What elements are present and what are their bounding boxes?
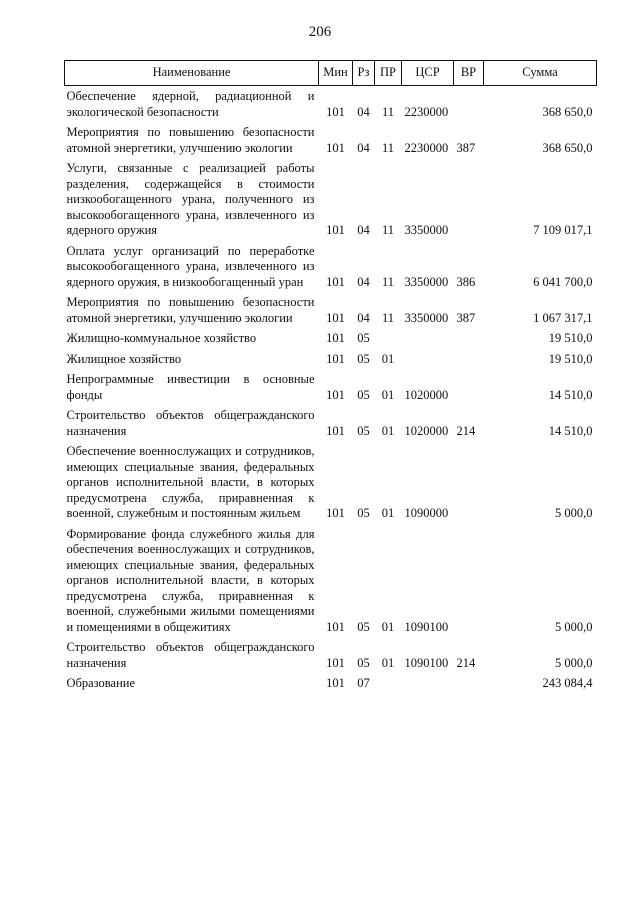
cell-sum: 14 510,0 — [548, 387, 593, 402]
cell-sum: 7 109 017,1 — [533, 223, 593, 237]
cell-rz: 05 — [357, 655, 370, 670]
cell-pr: 01 — [381, 423, 395, 438]
cell-min: 101 — [326, 619, 345, 634]
table-row — [65, 671, 597, 692]
cell-pr: 01 — [381, 506, 395, 520]
cell-rz: 05 — [357, 387, 370, 402]
table-row — [65, 326, 597, 347]
cell-min: 101 — [326, 310, 345, 325]
cell-sum: 6 041 700,0 — [533, 274, 593, 289]
cell-min: 101 — [326, 387, 345, 402]
cell-rz: 05 — [357, 331, 370, 345]
cell-csr: 1090000 — [404, 506, 449, 520]
header-vr: ВР — [454, 61, 484, 86]
cell-sum: 19 510,0 — [548, 331, 593, 345]
cell-name: Строительство объектов общегражданского назначения — [66, 408, 315, 438]
cell-pr — [375, 671, 402, 692]
cell-min: 101 — [326, 351, 345, 366]
cell-rz: 05 — [357, 423, 370, 438]
table-row — [65, 239, 597, 291]
cell-name: Оплата услуг организаций по переработке высокообогащенного урана, извлеченного из ядерного оружия, в низкообогащенный уран — [66, 243, 315, 289]
cell-csr: 3350000 — [404, 274, 449, 289]
cell-sum: 243 084,4 — [542, 676, 593, 690]
cell-pr: 01 — [381, 387, 395, 402]
cell-vr — [454, 522, 484, 636]
cell-pr: 11 — [381, 223, 395, 237]
table-header — [65, 61, 597, 86]
cell-pr: 01 — [381, 619, 395, 634]
cell-min: 101 — [326, 274, 345, 289]
header-name: Наименование — [65, 61, 319, 86]
page-number: 206 — [308, 24, 332, 40]
cell-name: Мероприятия по повышению безопасности атомной энергетики, улучшению экологии — [66, 125, 315, 155]
cell-rz: 04 — [357, 274, 370, 289]
table-row — [65, 522, 597, 636]
cell-name: Жилищно-коммунальное хозяйство — [66, 331, 257, 345]
cell-vr — [454, 156, 484, 239]
cell-csr: 3350000 — [404, 223, 449, 237]
cell-name: Образование — [66, 676, 136, 690]
cell-name: Формирование фонда служебного жилья для обеспечения военнослужащих и сотрудников, имеющих специальные звания, федеральных органов исполнительной власти, в которых предусмотрена служба, приравненная к военной, служебными жилыми помещениями и помещениями в общежитиях — [66, 526, 315, 634]
cell-vr: 214 — [456, 655, 476, 670]
header-rz: Рз — [353, 61, 375, 86]
cell-vr: 214 — [456, 423, 476, 438]
cell-min: 101 — [326, 104, 345, 119]
cell-name: Обеспечение ядерной, радиационной и экологической безопасности — [66, 89, 315, 119]
cell-pr: 01 — [381, 655, 395, 670]
cell-rz: 05 — [357, 619, 370, 634]
cell-rz: 04 — [357, 310, 370, 325]
cell-min: 101 — [326, 423, 345, 438]
cell-rz: 04 — [357, 140, 370, 155]
cell-pr: 11 — [381, 274, 395, 289]
cell-csr: 1090100 — [404, 619, 449, 634]
cell-csr — [402, 326, 454, 347]
cell-csr — [402, 347, 454, 368]
table-row — [65, 367, 597, 403]
cell-name: Жилищное хозяйство — [66, 351, 182, 366]
table-row — [65, 439, 597, 522]
cell-name: Мероприятия по повышению безопасности атомной энергетики, улучшению экологии — [66, 295, 315, 325]
cell-name: Непрограммные инвестиции в основные фонды — [66, 372, 315, 402]
cell-name: Обеспечение военнослужащих и сотрудников, имеющих специальные звания, федеральных органов исполнительной власти, в которых предусмотрена служба, приравненная к военной, служебным и постоянным жильем — [66, 444, 315, 520]
cell-csr: 2230000 — [404, 104, 449, 119]
cell-sum: 5 000,0 — [555, 619, 593, 634]
table-row — [65, 156, 597, 239]
cell-vr: 386 — [456, 274, 476, 289]
cell-sum: 14 510,0 — [548, 423, 593, 438]
cell-name: Строительство объектов общегражданского назначения — [66, 640, 315, 670]
cell-sum: 5 000,0 — [555, 655, 593, 670]
cell-sum: 368 650,0 — [542, 140, 593, 155]
cell-min: 101 — [326, 140, 345, 155]
cell-csr: 3350000 — [404, 310, 449, 325]
table-body — [65, 86, 597, 692]
cell-rz: 04 — [357, 104, 370, 119]
cell-sum: 1 067 317,1 — [533, 310, 593, 325]
cell-csr — [402, 671, 454, 692]
cell-min: 101 — [326, 655, 345, 670]
budget-table — [64, 60, 597, 692]
table-row — [65, 290, 597, 326]
cell-pr: 11 — [381, 104, 395, 119]
cell-rz: 07 — [357, 676, 370, 690]
table-row — [65, 347, 597, 368]
cell-csr: 2230000 — [404, 140, 449, 155]
cell-vr — [454, 347, 484, 368]
header-csr: ЦСР — [402, 61, 454, 86]
cell-vr: 387 — [456, 140, 476, 155]
header-sum: Сумма — [484, 61, 597, 86]
cell-min: 101 — [326, 506, 345, 520]
table-row — [65, 403, 597, 439]
cell-csr: 1020000 — [404, 387, 449, 402]
cell-min: 101 — [326, 676, 345, 690]
cell-pr — [375, 326, 402, 347]
cell-vr — [454, 671, 484, 692]
cell-vr: 387 — [456, 310, 476, 325]
cell-csr: 1020000 — [404, 423, 449, 438]
table-row — [65, 120, 597, 156]
cell-name: Услуги, связанные с реализацией работы разделения, содержащейся в стоимости низкообогащенного урана, полученного из высокообогащенного урана, извлеченного из ядерного оружия — [66, 161, 315, 237]
cell-vr — [454, 439, 484, 522]
header-min: Мин — [319, 61, 353, 86]
cell-min: 101 — [326, 331, 345, 345]
cell-pr: 11 — [381, 140, 395, 155]
cell-pr: 11 — [381, 310, 395, 325]
cell-sum: 368 650,0 — [542, 104, 593, 119]
cell-sum: 5 000,0 — [555, 506, 593, 520]
cell-vr — [454, 367, 484, 403]
cell-vr — [454, 326, 484, 347]
table-row — [65, 86, 597, 121]
cell-rz: 05 — [357, 351, 370, 366]
cell-sum: 19 510,0 — [548, 351, 593, 366]
cell-rz: 05 — [357, 506, 370, 520]
cell-rz: 04 — [357, 223, 370, 237]
table-row — [65, 635, 597, 671]
cell-min: 101 — [326, 223, 345, 237]
cell-vr — [454, 86, 484, 121]
cell-pr: 01 — [381, 351, 395, 366]
header-pr: ПР — [375, 61, 402, 86]
cell-csr: 1090100 — [404, 655, 449, 670]
